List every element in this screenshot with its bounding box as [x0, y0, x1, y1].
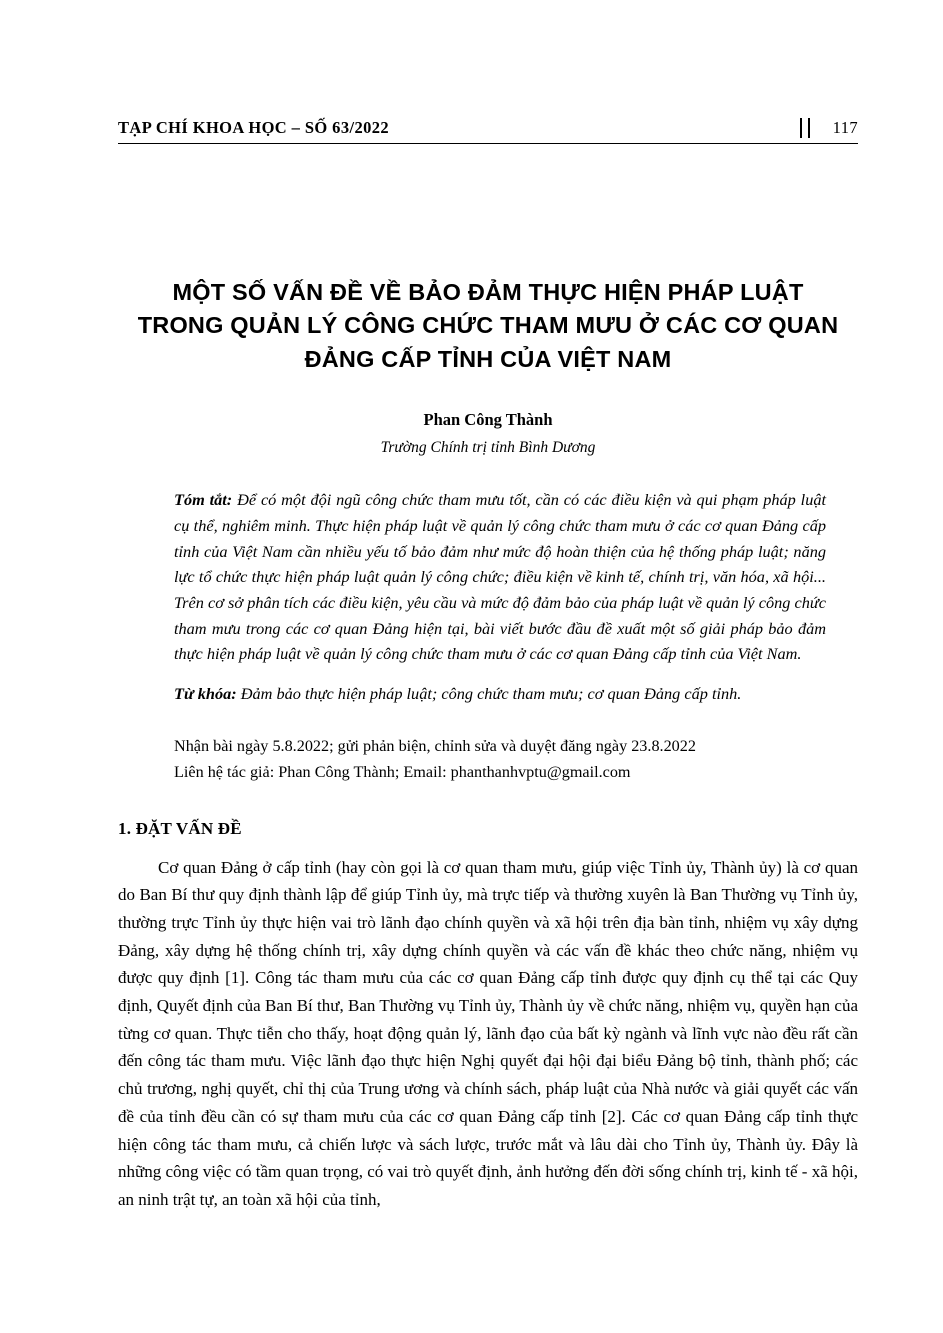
- contact-email-line: Liên hệ tác giả: Phan Công Thành; Email: phanthanhvptu@gmail.com: [174, 763, 631, 782]
- abstract-label: Tóm tắt:: [174, 490, 233, 510]
- page-number: 117: [832, 118, 858, 137]
- title-line-2: TRONG QUẢN LÝ CÔNG CHỨC THAM MƯU Ở CÁC CƠ QUAN: [137, 312, 839, 339]
- section-heading: 1. ĐẶT VẤN ĐỀ: [118, 819, 242, 839]
- header-right-group: [800, 118, 858, 138]
- author-name: Phan Công Thành: [423, 410, 553, 430]
- page-title: [118, 276, 858, 376]
- title-line-3: ĐẢNG CẤP TỈNH CỦA VIỆT NAM: [304, 345, 672, 372]
- abstract-text: Để có một đội ngũ công chức tham mưu tốt, cần có các điều kiện và qui phạm pháp luật cụ thể, nghiêm minh. Thực hiện pháp luật về quản lý công chức tham mưu ở các cơ quan Đảng cấp tỉnh của Việt Nam cần nhiều yếu tố bảo đảm như mức độ hoàn thiện của hệ thống pháp luật; năng lực tổ chức thực hiện pháp luật quản lý công chức; điều kiện về kinh tế, chính trị, văn hóa, xã hội... Trên cơ sở phân tích các điều kiện, yêu cầu và mức độ đảm bảo của pháp luật về quản lý công chức tham mưu trong các cơ quan Đảng hiện tại, bài viết bước đầu đề xuất một số giải pháp bảo đảm thực hiện pháp luật về quản lý công chức tham mưu ở các cơ quan Đảng cấp tỉnh của Việt Nam.: [174, 490, 827, 664]
- submission-meta: [174, 733, 854, 785]
- keywords-paragraph: [174, 681, 826, 707]
- author-affiliation: Trường Chính trị tỉnh Bình Dương: [380, 439, 596, 457]
- journal-name: TẠP CHÍ KHOA HỌC – SỐ 63/2022: [118, 118, 390, 137]
- divider-icon: [800, 118, 810, 138]
- section-paragraph: Cơ quan Đảng ở cấp tỉnh (hay còn gọi là cơ quan tham mưu, giúp việc Tỉnh ủy, Thành ủy) là cơ quan do Ban Bí thư quy định thành lập để giúp Tỉnh ủy, mà trực tiếp và thường xuyên là Ban Thường vụ Tỉnh ủy, thường trực Tỉnh ủy thực hiện vai trò lãnh đạo chính quyền và xã hội trên địa bàn tỉnh, nhiệm vụ xây dựng Đảng, xây dựng hệ thống chính trị, xây dựng chính quyền và các vấn đề khác theo chức năng, nhiệm vụ được quy định [1]. Công tác tham mưu của các cơ quan Đảng cấp tỉnh được quy định cụ thể tại các Quy định, Quyết định của Ban Bí thư, Ban Thường vụ Tỉnh ủy, Thành ủy về chức năng, nhiệm vụ, quyền hạn của từng cơ quan. Thực tiễn cho thấy, hoạt động quản lý, lãnh đạo của bất kỳ ngành và lĩnh vực nào đều rất cần đến công tác tham mưu. Việc lãnh đạo thực hiện Nghị quyết đại hội đại biểu Đảng bộ tỉnh, thành phố; các chủ trương, nghị quyết, chỉ thị của Trung ương và chính sách, pháp luật của Nhà nước và giải quyết các vấn đề của tỉnh đều cần có sự tham mưu của các cơ quan Đảng cấp tỉnh [2]. Các cơ quan Đảng cấp tỉnh thực hiện công tác tham mưu, cả chiến lược và sách lược, trước mắt và lâu dài cho Tỉnh ủy, Thành ủy. Đây là những công việc có tầm quan trọng, có vai trò quyết định, ảnh hưởng đến đời sống chính trị, kinh tế - xã hội, an ninh trật tự, an toàn xã hội của tỉnh,: [118, 857, 858, 1209]
- running-header: [118, 118, 858, 144]
- page-content: [118, 118, 858, 1231]
- title-line-1: MỘT SỐ VẤN ĐỀ VỀ BẢO ĐẢM THỰC HIỆN PHÁP LUẬT: [172, 279, 804, 305]
- keywords-label: Từ khóa:: [174, 684, 237, 704]
- abstract-paragraph: [174, 487, 826, 667]
- keywords-text: Đảm bảo thực hiện pháp luật; công chức tham mưu; cơ quan Đảng cấp tỉnh.: [236, 684, 742, 704]
- received-date: Nhận bài ngày 5.8.2022; gửi phản biện, chỉnh sửa và duyệt đăng ngày 23.8.2022: [174, 736, 696, 755]
